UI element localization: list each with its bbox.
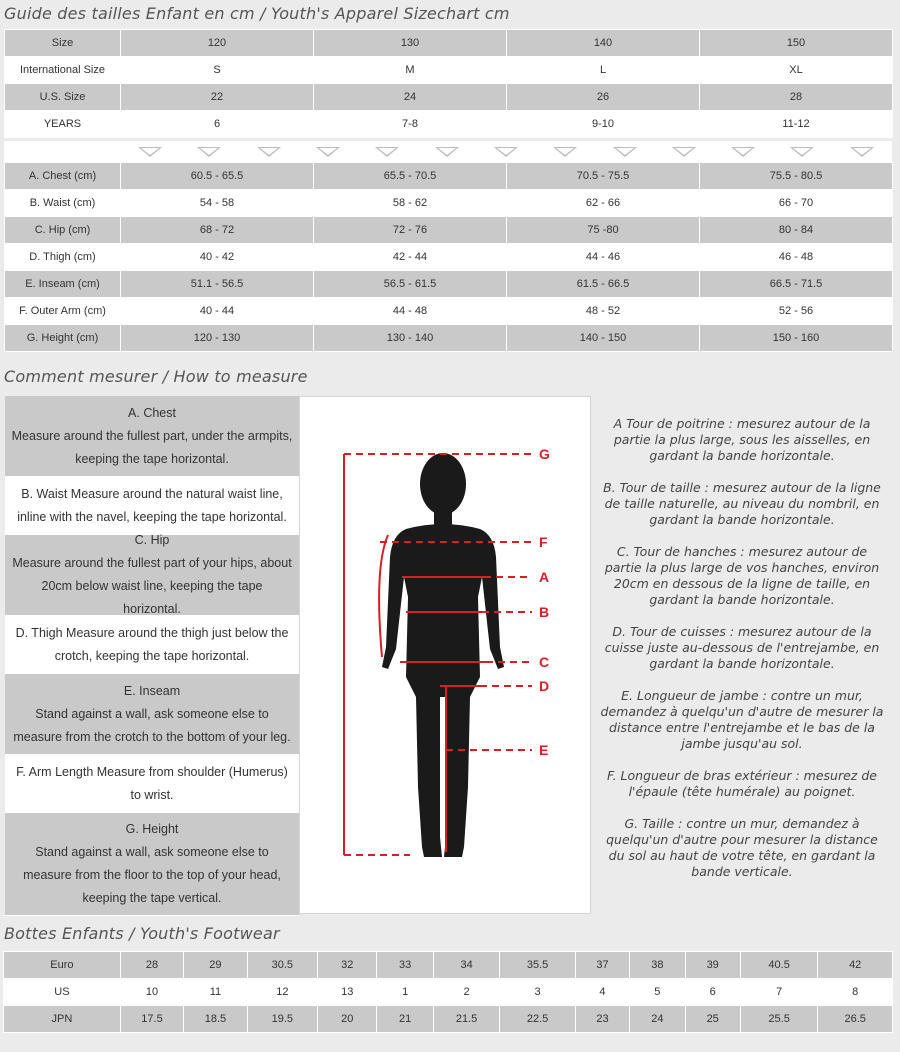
row-label: C. Hip (cm) — [5, 217, 121, 244]
table-row — [5, 244, 893, 271]
table-cell: 19.5 — [247, 1006, 317, 1033]
measure-item — [5, 535, 299, 616]
table-cell: 9-10 — [507, 111, 700, 138]
table-row — [5, 271, 893, 298]
triangle-down-icon — [197, 147, 221, 157]
table-cell: 120 — [121, 30, 314, 57]
row-label: International Size — [5, 57, 121, 84]
row-label: E. Inseam (cm) — [5, 271, 121, 298]
row-label: Size — [5, 30, 121, 57]
table-cell: 61.5 - 66.5 — [507, 271, 700, 298]
measure-heading: C. Hip — [134, 533, 170, 547]
table-row — [5, 111, 893, 138]
table-cell: 3 — [500, 979, 576, 1006]
measure-text: F. Arm Length Measure from shoulder (Humerus) to wrist. — [16, 764, 288, 802]
measure-text: Measure around the fullest part, under the armpits, keeping the tape horizontal. — [11, 428, 293, 466]
table-row — [5, 57, 893, 84]
french-paragraph: G. Taille : contre un mur, demandez à quelqu'un d'autre pour mesurer la distance du sol au haut de votre tête, en gardant la bande verticale. — [606, 816, 878, 879]
table-cell: 42 — [818, 952, 893, 979]
table-row — [4, 952, 893, 979]
table-row — [4, 979, 893, 1006]
triangle-down-icon — [375, 147, 399, 157]
table-cell: M — [314, 57, 507, 84]
down-arrow-icon — [298, 142, 357, 162]
table-cell: 8 — [818, 979, 893, 1006]
table-cell: 39 — [685, 952, 740, 979]
triangle-down-icon — [435, 147, 459, 157]
table-cell: 140 — [507, 30, 700, 57]
down-arrow-icon — [358, 142, 417, 162]
row-label: G. Height (cm) — [5, 325, 121, 352]
table-cell: 58 - 62 — [314, 190, 507, 217]
table-row — [5, 30, 893, 57]
french-paragraph: D. Tour de cuisses : mesurez autour de la cuisse juste au-dessous de l'entrejambe, en gardant la bande horizontale. — [604, 624, 880, 671]
table-cell: 150 — [700, 30, 893, 57]
body-silhouette-figure — [300, 397, 590, 913]
table-cell: 24 — [314, 84, 507, 111]
table-cell: 6 — [121, 111, 314, 138]
measure-item — [5, 477, 299, 535]
table-cell: 22.5 — [500, 1006, 576, 1033]
down-arrow-icon — [536, 142, 595, 162]
table-cell: 24 — [630, 1006, 685, 1033]
measure-item — [5, 674, 299, 755]
french-paragraph: B. Tour de taille : mesurez autour de la ligne de taille naturelle, au niveau du nombril, en gardant la bande horizontale. — [603, 480, 881, 527]
table-cell: 52 - 56 — [700, 298, 893, 325]
table-cell: 72 - 76 — [314, 217, 507, 244]
table-cell: 22 — [121, 84, 314, 111]
table-cell: 26 — [507, 84, 700, 111]
table-cell: 66.5 - 71.5 — [700, 271, 893, 298]
table-cell: 46 - 48 — [700, 244, 893, 271]
triangle-down-icon — [850, 147, 874, 157]
figure-label: D — [539, 678, 550, 694]
french-paragraph: C. Tour de hanches : mesurez autour de partie la plus large de vos hanches, environ 20cm en dessous de la ligne de taille, en gardant la bande horizontale. — [604, 544, 880, 607]
arrow-row-blank — [5, 142, 121, 162]
measure-item — [5, 616, 299, 674]
measure-text: Stand against a wall, ask someone else to measure from the crotch to the bottom of your leg. — [13, 706, 291, 744]
table-cell: 12 — [247, 979, 317, 1006]
table-cell: 13 — [318, 979, 377, 1006]
figure-label: F — [539, 534, 548, 550]
row-label: D. Thigh (cm) — [5, 244, 121, 271]
table-cell: 51.1 - 56.5 — [121, 271, 314, 298]
table-row — [5, 325, 893, 352]
table-cell: 2 — [433, 979, 499, 1006]
table-cell: 44 - 48 — [314, 298, 507, 325]
table-cell: 20 — [318, 1006, 377, 1033]
row-label: B. Waist (cm) — [5, 190, 121, 217]
row-label: F. Outer Arm (cm) — [5, 298, 121, 325]
table-row — [5, 190, 893, 217]
table-cell: 56.5 - 61.5 — [314, 271, 507, 298]
measure-heading: A. Chest — [128, 405, 176, 420]
table-cell: 29 — [184, 952, 247, 979]
table-cell: 35.5 — [500, 952, 576, 979]
triangle-down-icon — [138, 147, 162, 157]
table-cell: 11 — [184, 979, 247, 1006]
table-cell: 150 - 160 — [700, 325, 893, 352]
table-cell: XL — [700, 57, 893, 84]
table-cell: 120 - 130 — [121, 325, 314, 352]
table-cell: 75 -80 — [507, 217, 700, 244]
measure-heading: G. Height — [125, 822, 179, 836]
row-label: Euro — [4, 952, 121, 979]
figure-label: B — [539, 604, 550, 620]
measure-heading: E. Inseam — [123, 683, 181, 698]
table-cell: 17.5 — [120, 1006, 183, 1033]
apparel-measure-table — [4, 162, 893, 352]
table-cell: 140 - 150 — [507, 325, 700, 352]
arrow-row — [4, 141, 892, 162]
down-arrow-icon — [773, 142, 832, 162]
table-cell: 65.5 - 70.5 — [314, 163, 507, 190]
triangle-down-icon — [790, 147, 814, 157]
triangle-down-icon — [316, 147, 340, 157]
table-row — [5, 217, 893, 244]
table-cell: 7-8 — [314, 111, 507, 138]
table-cell: 26.5 — [818, 1006, 893, 1033]
french-instructions — [598, 416, 886, 896]
measure-item — [5, 755, 299, 813]
triangle-down-icon — [613, 147, 637, 157]
table-cell: 25 — [685, 1006, 740, 1033]
apparel-size-table — [4, 29, 893, 138]
table-cell: 80 - 84 — [700, 217, 893, 244]
row-label: U.S. Size — [5, 84, 121, 111]
figure-label: E — [539, 742, 549, 758]
down-arrow-icon — [239, 142, 298, 162]
row-label: US — [4, 979, 121, 1006]
down-arrow-icon — [476, 142, 535, 162]
table-cell: 23 — [575, 1006, 629, 1033]
figure-letters — [539, 446, 550, 758]
table-cell: 62 - 66 — [507, 190, 700, 217]
table-cell: 44 - 46 — [507, 244, 700, 271]
table-cell: 21 — [377, 1006, 433, 1033]
table-cell: 30.5 — [247, 952, 317, 979]
triangle-down-icon — [553, 147, 577, 157]
table-cell: 7 — [740, 979, 818, 1006]
table-cell: 38 — [630, 952, 685, 979]
table-cell: 70.5 - 75.5 — [507, 163, 700, 190]
footwear-title: Bottes Enfants / Youth's Footwear — [4, 924, 280, 943]
triangle-down-icon — [672, 147, 696, 157]
french-paragraph: F. Longueur de bras extérieur : mesurez de l'épaule (tête humérale) au poignet. — [607, 768, 877, 799]
down-arrow-icon — [121, 142, 180, 162]
how-to-title: Comment mesurer / How to measure — [4, 367, 308, 386]
down-arrow-icon — [654, 142, 713, 162]
table-cell: L — [507, 57, 700, 84]
table-cell: 5 — [630, 979, 685, 1006]
table-cell: 21.5 — [433, 1006, 499, 1033]
table-cell: 130 — [314, 30, 507, 57]
table-cell: 34 — [433, 952, 499, 979]
figure-label: A — [539, 569, 550, 585]
measure-text: Measure around the fullest part of your hips, about 20cm below waist line, keeping the tape horizontal. — [12, 556, 292, 616]
table-row — [5, 163, 893, 190]
row-label: JPN — [4, 1006, 121, 1033]
table-cell: 28 — [700, 84, 893, 111]
table-cell: 37 — [575, 952, 629, 979]
table-cell: 40 - 42 — [121, 244, 314, 271]
french-paragraph: E. Longueur de jambe : contre un mur, demandez à quelqu'un d'autre de mesurer la distance entre l'entrejambe et le bas de la jambe jusqu'au sol. — [600, 688, 884, 751]
apparel-title: Guide des tailles Enfant en cm / Youth's Apparel Sizechart cm — [4, 4, 510, 23]
table-cell: 60.5 - 65.5 — [121, 163, 314, 190]
table-cell: 40 - 44 — [121, 298, 314, 325]
figure-label: G — [539, 446, 550, 462]
down-arrow-icon — [713, 142, 772, 162]
table-cell: 28 — [120, 952, 183, 979]
table-cell: 4 — [575, 979, 629, 1006]
table-cell: 10 — [120, 979, 183, 1006]
measure-text: D. Thigh Measure around the thigh just below the crotch, keeping the tape horizontal. — [15, 625, 289, 663]
table-cell: 1 — [377, 979, 433, 1006]
table-row — [4, 1006, 893, 1033]
measure-text: B. Waist Measure around the natural waist line, inline with the navel, keeping the tape horizontal. — [17, 486, 287, 524]
down-arrow-icon — [417, 142, 476, 162]
table-cell: 32 — [318, 952, 377, 979]
table-cell: 25.5 — [740, 1006, 818, 1033]
table-cell: 68 - 72 — [121, 217, 314, 244]
table-cell: 48 - 52 — [507, 298, 700, 325]
table-cell: S — [121, 57, 314, 84]
down-arrow-icon — [180, 142, 239, 162]
measure-item — [5, 813, 299, 916]
table-cell: 66 - 70 — [700, 190, 893, 217]
table-cell: 6 — [685, 979, 740, 1006]
figure-label: C — [539, 654, 550, 670]
table-cell: 42 - 44 — [314, 244, 507, 271]
triangle-down-icon — [257, 147, 281, 157]
table-cell: 18.5 — [184, 1006, 247, 1033]
table-row — [5, 298, 893, 325]
row-label: YEARS — [5, 111, 121, 138]
french-paragraph: A Tour de poitrine : mesurez autour de la partie la plus large, sous les aisselles, en gardant la bande horizontale. — [613, 416, 871, 463]
table-cell: 75.5 - 80.5 — [700, 163, 893, 190]
measure-item — [5, 396, 299, 477]
footwear-table — [3, 951, 893, 1033]
measure-text: Stand against a wall, ask someone else to measure from the floor to the top of your head, keeping the tape vertical. — [23, 845, 281, 905]
table-cell: 40.5 — [740, 952, 818, 979]
triangle-down-icon — [731, 147, 755, 157]
table-cell: 54 - 58 — [121, 190, 314, 217]
table-cell: 11-12 — [700, 111, 893, 138]
body-figure — [299, 396, 591, 914]
triangle-down-icon — [494, 147, 518, 157]
down-arrow-icon — [595, 142, 654, 162]
down-arrow-icon — [832, 142, 891, 162]
table-cell: 33 — [377, 952, 433, 979]
measure-instructions — [5, 396, 299, 916]
table-row — [5, 84, 893, 111]
silhouette — [382, 453, 504, 857]
row-label: A. Chest (cm) — [5, 163, 121, 190]
table-cell: 130 - 140 — [314, 325, 507, 352]
